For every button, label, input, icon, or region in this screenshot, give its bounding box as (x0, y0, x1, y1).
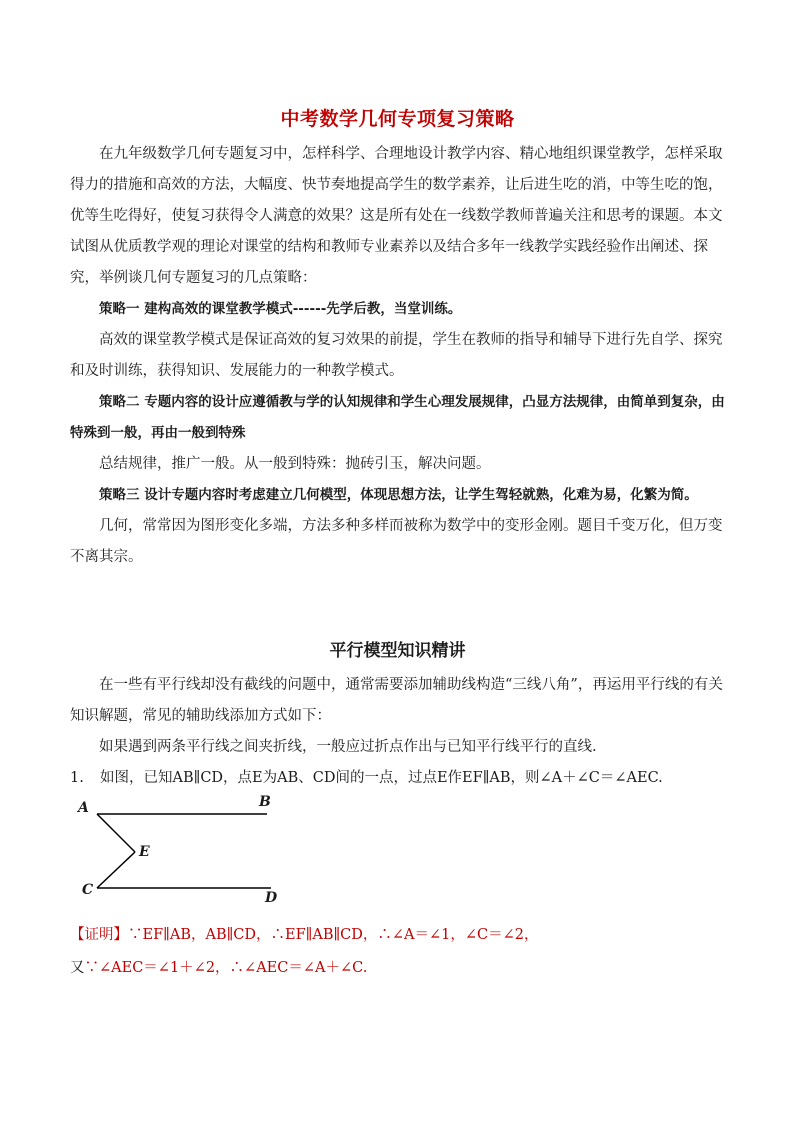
label-a: A (78, 800, 89, 816)
strategy-2-body: 总结规律，推广一般。从一般到特殊：抛砖引玉，解决问题。 (99, 456, 491, 472)
label-c: C (82, 882, 94, 898)
proof-text-2: ∵∠AEC＝∠1＋∠2，∴∠AEC＝∠A＋∠C. (84, 960, 368, 976)
intro-paragraph: 在九年级数学几何专题复习中，怎样科学、合理地设计教学内容、精心地组织课堂教学，怎样采取得力的措施和高效的方法，大幅度、快节奏地提高学生的数学素养，让后进生吃的消，中等生吃的饱，优等生吃得好，使复习获得令人满意的效果？这是所有处在一线数学教师普遍关注和思考的课题。本文试图从优质教学观的理论对课堂的结构和教师专业素养以及结合多年一线教学实践经验作出阐述、探究，举例谈几何专题复习的几点策略： (70, 146, 723, 286)
strategy-2-heading (70, 387, 725, 449)
document-page (70, 100, 725, 985)
proof-line-2-prefix: 又 (70, 960, 85, 976)
strategy-3-heading (70, 480, 725, 511)
label-e: E (139, 844, 150, 860)
strategy-3-text: 设计专题内容时考虑建立几何模型，体现思想方法，让学生驾轻就熟，化难为易，化繁为简。 (144, 487, 698, 503)
strategy-1-text: 建构高效的课堂教学模式------先学后教，当堂训练。 (144, 301, 462, 317)
strategy-3-body: 几何，常常因为图形变化多端，方法多种多样而被称为数学中的变形金刚。题目千变万化，但万变不离其宗。 (70, 518, 723, 565)
strategy-1-heading (70, 294, 725, 325)
strategy-1-body: 高效的课堂教学模式是保证高效的复习效果的前提，学生在教师的指导和辅导下进行先自学、探究和及时训练，获得知识、发展能力的一种教学模式。 (70, 332, 723, 379)
proof-text-1: ∵EF∥AB，AB∥CD，∴EF∥AB∥CD，∴∠A＝∠1，∠C＝∠2， (128, 927, 539, 943)
section-paragraph-1: 在一些有平行线却没有截线的问题中，通常需要添加辅助线构造“三线八角”，再运用平行线的有关知识解题，常见的辅助线添加方式如下： (70, 677, 723, 724)
proof-line-1 (70, 919, 725, 952)
item-text: 如图，已知AB∥CD，点E为AB、CD间的一点，过点E作EF∥AB，则∠A＋∠C＝∠AEC. (100, 770, 663, 786)
numbered-item-1 (70, 763, 725, 794)
strategy-3-label: 策略三 (99, 487, 140, 503)
strategy-2-text: 专题内容的设计应遵循教与学的认知规律和学生心理发展规律，凸显方法规律，由简单到复杂，由特殊到一般，再由一般到特殊 (70, 394, 725, 441)
segment-ec (97, 852, 135, 888)
document-title: 中考数学几何专项复习策略 (280, 108, 515, 130)
strategy-2-label: 策略二 (99, 394, 140, 410)
figure-drawing (75, 800, 315, 915)
section-paragraph-2: 如果遇到两条平行线之间夹折线，一般应过折点作出与已知平行线平行的直线. (99, 739, 597, 755)
section-title: 平行模型知识精讲 (329, 641, 466, 661)
item-number: 1. (70, 770, 84, 786)
parallel-lines-figure (75, 794, 315, 915)
label-d: D (265, 890, 278, 906)
segment-ae (97, 814, 135, 852)
proof-label: 【证明】 (70, 927, 128, 943)
strategy-1-label: 策略一 (99, 301, 140, 317)
label-b: B (259, 794, 271, 810)
proof-line-2 (70, 952, 725, 985)
